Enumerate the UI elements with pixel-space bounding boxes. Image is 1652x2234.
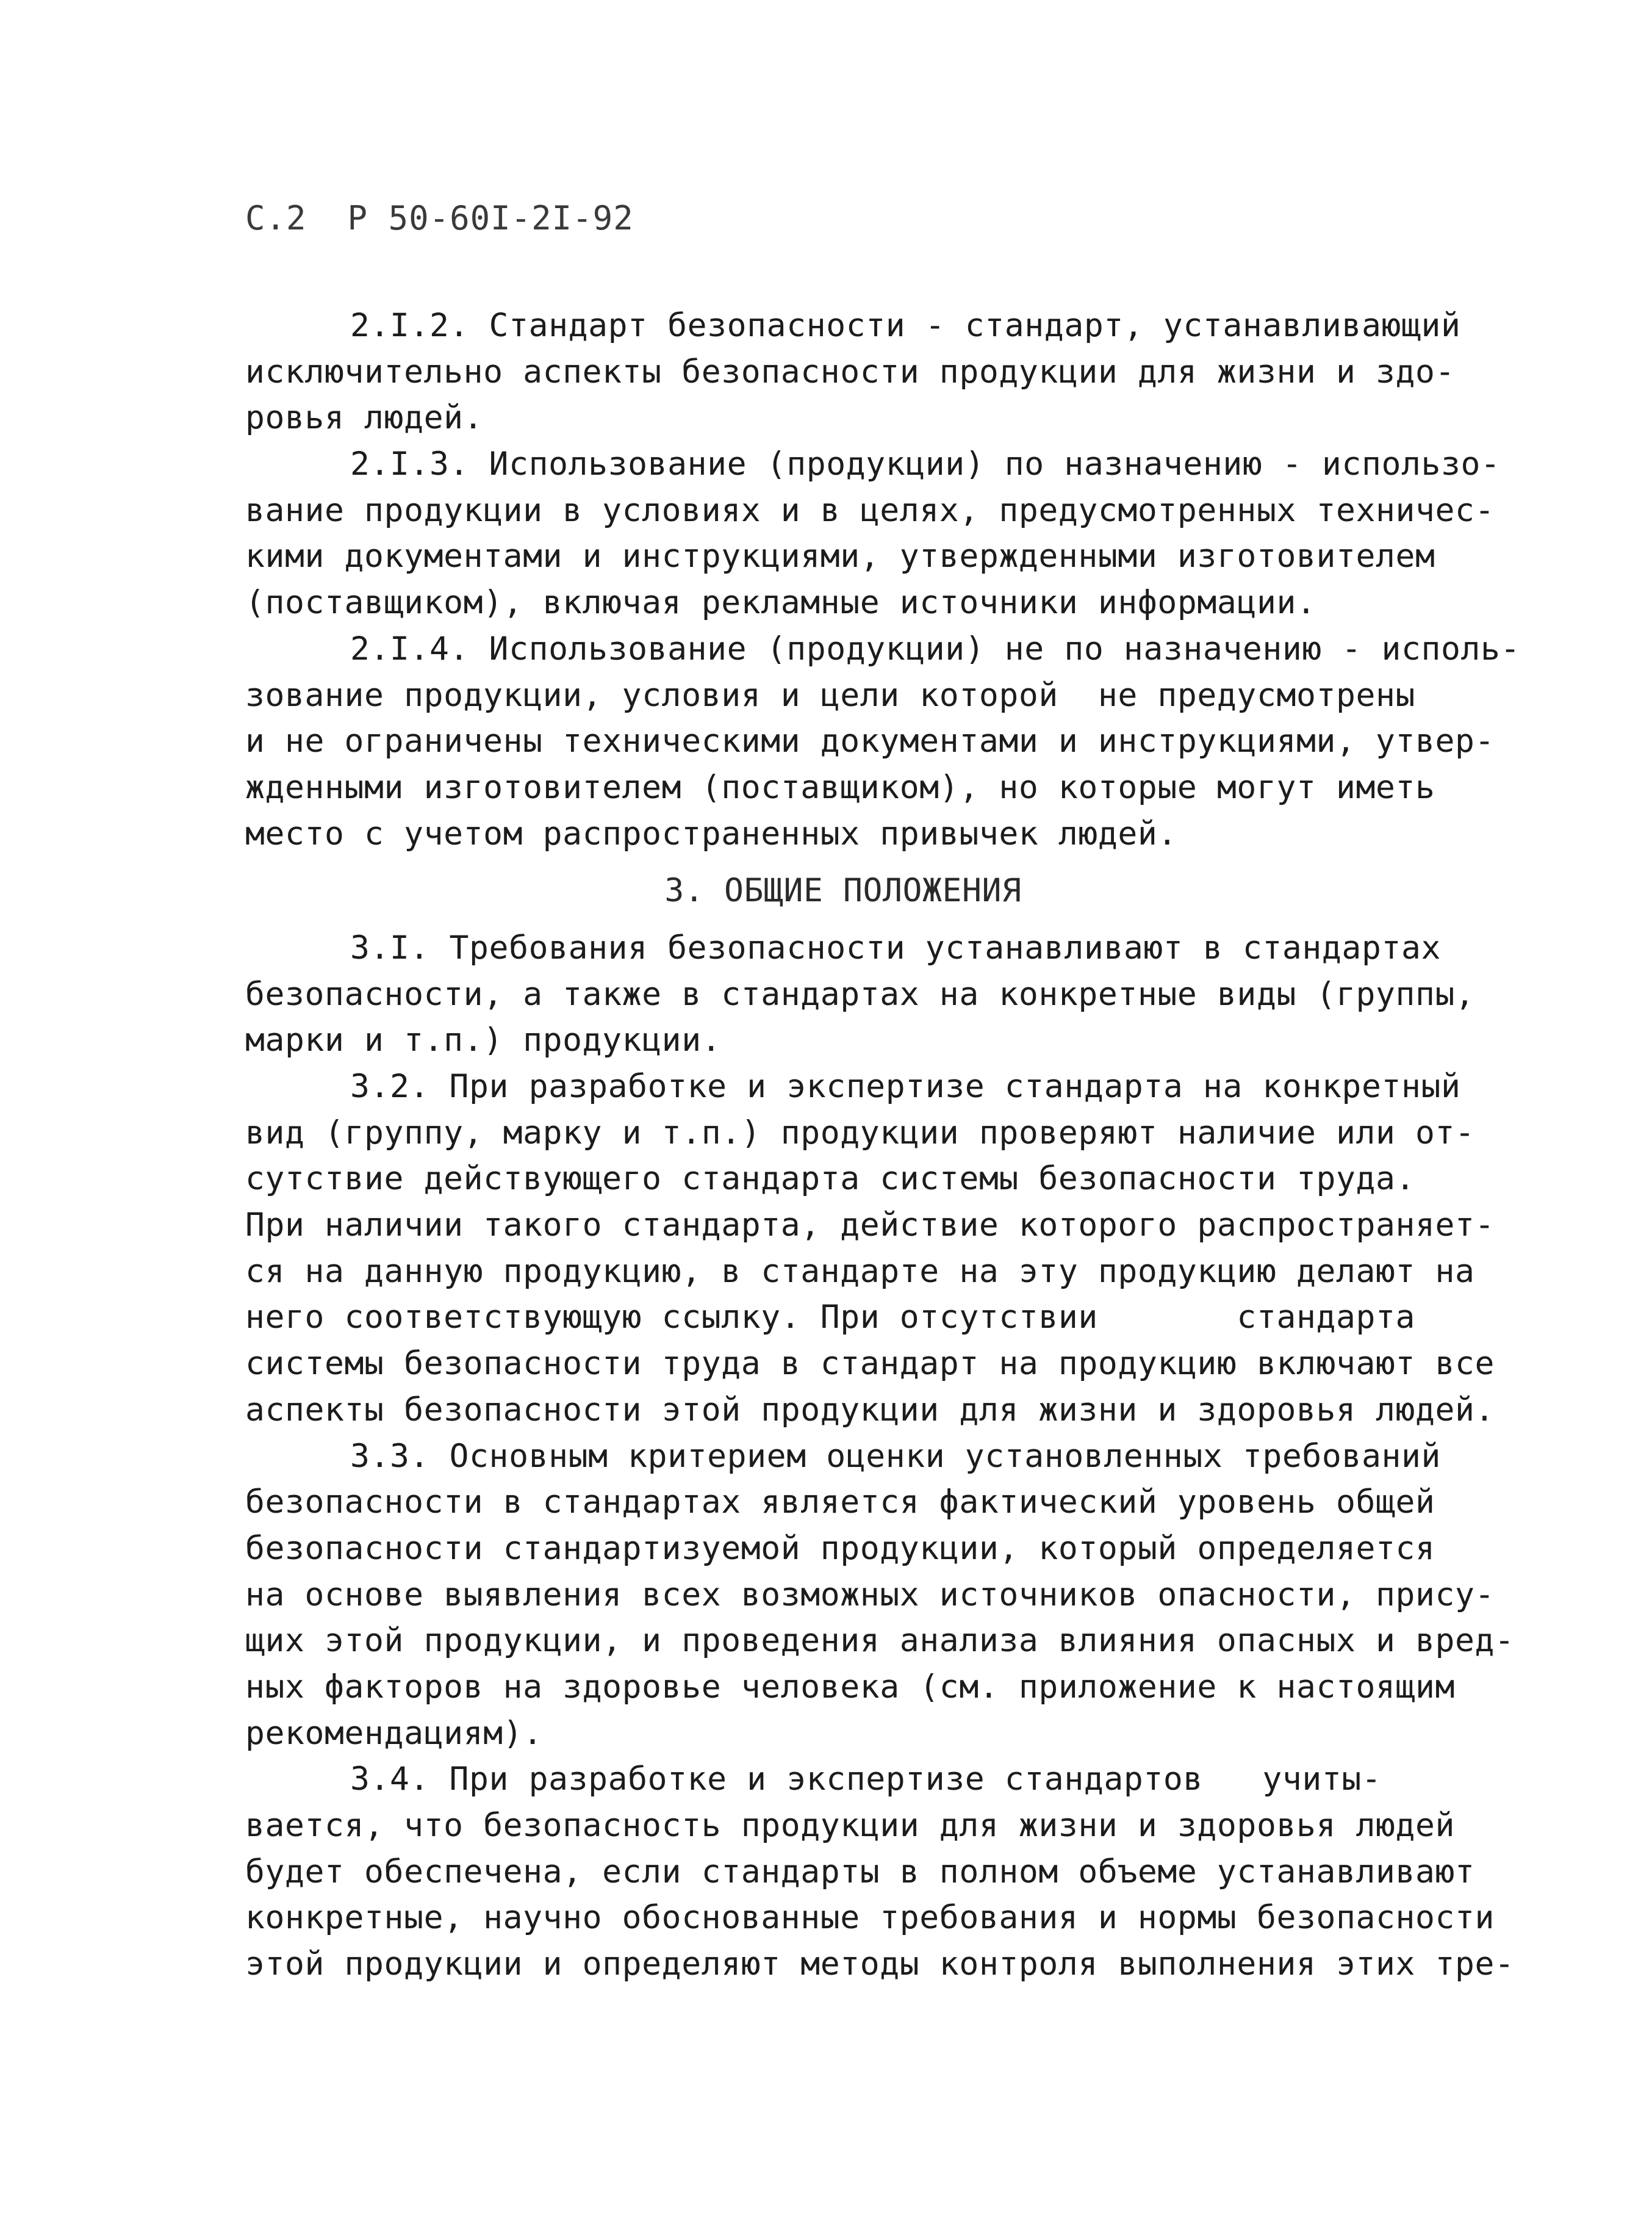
text-line: вид (группу, марку и т.п.) продукции проверяют наличие или от-	[245, 1114, 1475, 1151]
text-line: 3.2. При разработке и экспертизе стандарта на конкретный	[350, 1068, 1461, 1105]
text-line: ровья людей.	[245, 399, 484, 437]
text-line: марки и т.п.) продукции.	[245, 1022, 722, 1059]
text-line: будет обеспечена, если стандарты в полном объеме устанавливают	[245, 1853, 1475, 1890]
text-line: него соответствующую ссылку. При отсутствии стандарта	[245, 1299, 1416, 1336]
text-line: исключительно аспекты безопасности продукции для жизни и здо-	[245, 353, 1456, 391]
text-line: безопасности, а также в стандартах на конкретные виды (группы,	[245, 975, 1475, 1013]
text-line: безопасности стандартизуемой продукции, который определяется	[245, 1529, 1435, 1567]
text-line: рекомендациям).	[245, 1714, 543, 1752]
text-line: 2.I.2. Стандарт безопасности - стандарт, устанавливающий	[350, 307, 1461, 344]
text-line: зование продукции, условия и цели которой не предусмотрены	[245, 676, 1416, 714]
document-body	[245, 303, 1521, 1987]
text-line: системы безопасности труда в стандарт на продукцию включают все	[245, 1345, 1495, 1383]
text-line: 2.I.4. Использование (продукции) не по назначению - исполь-	[350, 630, 1521, 668]
text-line: 3.I. Требования безопасности устанавливают в стандартах	[350, 929, 1441, 967]
text-line: место с учетом распространенных привычек людей.	[245, 815, 1177, 852]
text-line: вается, что безопасность продукции для жизни и здоровья людей	[245, 1807, 1456, 1844]
text-line: аспекты безопасности этой продукции для жизни и здоровья людей.	[245, 1391, 1495, 1429]
text-line: безопасности в стандартах является фактический уровень общей	[245, 1483, 1435, 1521]
section-heading: 3. ОБЩИЕ ПОЛОЖЕНИЯ	[664, 872, 1022, 910]
text-line: кими документами и инструкциями, утвержденными изготовителем	[245, 538, 1435, 575]
text-line: вание продукции в условиях и в целях, предусмотренных техничес-	[245, 491, 1495, 529]
text-line: ных факторов на здоровье человека (см. приложение к настоящим	[245, 1668, 1456, 1706]
text-line: 3.4. При разработке и экспертизе стандартов учиты-	[350, 1760, 1382, 1798]
page-header: С.2 Р 50-60I-2I-92	[245, 199, 634, 237]
text-line: и не ограничены техническими документами и инструкциями, утвер-	[245, 722, 1495, 760]
text-line: 2.I.3. Использование (продукции) по назначению - использо-	[350, 445, 1501, 483]
text-line: жденными изготовителем (поставщиком), но которые могут иметь	[245, 768, 1435, 806]
text-line: щих этой продукции, и проведения анализа влияния опасных и вред-	[245, 1622, 1515, 1660]
text-line: этой продукции и определяют методы контроля выполнения этих тре-	[245, 1945, 1515, 1983]
text-line: 3.3. Основным критерием оценки установленных требований	[350, 1437, 1441, 1475]
text-line: сутствие действующего стандарта системы безопасности труда.	[245, 1160, 1416, 1198]
text-line: ся на данную продукцию, в стандарте на эту продукцию делают на	[245, 1252, 1475, 1290]
text-line: (поставщиком), включая рекламные источники информации.	[245, 584, 1316, 622]
text-line: конкретные, научно обоснованные требования и нормы безопасности	[245, 1899, 1495, 1937]
text-line: на основе выявления всех возможных источников опасности, прису-	[245, 1576, 1495, 1613]
text-line: При наличии такого стандарта, действие которого распространяет-	[245, 1206, 1495, 1244]
